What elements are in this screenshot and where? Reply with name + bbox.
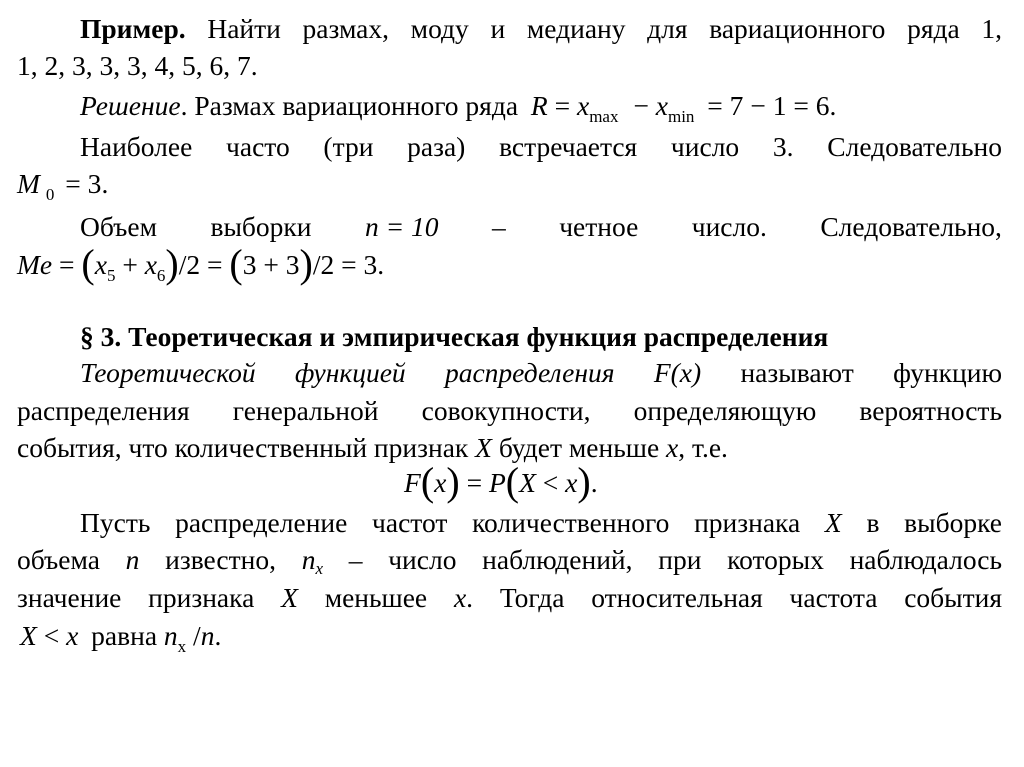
ratio-end: . [214, 620, 222, 651]
example-label: Пример. [80, 13, 186, 44]
distribution-formula [404, 459, 598, 504]
formula-F-rparen: ) [446, 459, 460, 504]
median-eq: = [59, 249, 75, 280]
ratio-n2: n [200, 620, 215, 651]
formula-F-eq: = [466, 467, 483, 498]
formula-F-x: x [434, 467, 447, 498]
median-result: /2 = 3 [312, 249, 378, 280]
median-sub5: 5 [106, 266, 116, 285]
frequency-text-2b: известно, [165, 544, 276, 575]
ratio-n: n [163, 620, 178, 651]
definition-x: x [666, 432, 679, 463]
formula-result: = 7 − 1 = 6 [707, 90, 830, 121]
example-line-1 [80, 12, 1002, 46]
median-formula [17, 241, 385, 286]
definition-line-2 [17, 394, 1002, 428]
equals-word: равна [91, 620, 158, 651]
formula-F: F [404, 467, 421, 498]
mode-M: M [17, 168, 40, 199]
frequency-X2: X [281, 582, 298, 613]
frequency-text-3c: . Тогда относительная частота события [466, 582, 1003, 613]
definition-text-1: называют функцию [740, 357, 1003, 388]
section-heading [80, 320, 828, 354]
formula-min: min [667, 107, 695, 126]
definition-line-3 [17, 431, 728, 465]
definition-line-1 [80, 356, 1002, 390]
definition-term: Теоретической функцией распределения F(x) [80, 357, 702, 388]
example-series: 1, 2, 3, 3, 3, 4, 5, 6, 7. [17, 50, 258, 81]
definition-X: X [475, 432, 492, 463]
formula-x2: x [655, 90, 668, 121]
median-line-1 [80, 210, 1002, 244]
frequency-line-4 [20, 619, 221, 657]
event-X: X [20, 620, 37, 651]
section-title: § 3. Теоретическая и эмпирическая функция распределения [80, 321, 829, 352]
median-lparen: ( [81, 241, 95, 286]
median-word-1: Объем [80, 211, 157, 242]
median-sub6: 6 [156, 266, 166, 285]
mode-text: Наиболее часто (три раза) встречается число 3. Следовательно [80, 131, 1002, 162]
solution-label: Решение [80, 90, 181, 121]
mode-end: . [101, 168, 109, 199]
frequency-text-2c: – число наблюдений, при которых наблюдалось [348, 544, 1003, 575]
median-word-7: Следовательно, [820, 211, 1002, 242]
formula-minus: − [633, 90, 649, 121]
formula-R: R [530, 90, 548, 121]
event-x: x [66, 620, 79, 651]
median-word-6: число. [691, 211, 767, 242]
frequency-n: n [125, 544, 140, 575]
median-plus: + [122, 249, 138, 280]
definition-text-3b: будет меньше [498, 432, 660, 463]
median-dash: – [492, 211, 506, 242]
frequency-nx [301, 544, 324, 578]
formula-eq: = [554, 90, 571, 121]
definition-text-3c: , т.е. [678, 432, 728, 463]
formula-P-X: X [519, 467, 536, 498]
frequency-line-3 [17, 581, 1002, 615]
median-x6: x [144, 249, 157, 280]
formula-max: max [589, 107, 619, 126]
ratio-slash: / [193, 620, 201, 651]
frequency-text-2a: объема [17, 544, 100, 575]
median-div: /2 = [178, 249, 223, 280]
solution-line [80, 89, 836, 127]
formula-P: P [488, 467, 506, 498]
formula-P-lt: < [542, 467, 559, 498]
median-sum: 3 + 3 [242, 249, 300, 280]
frequency-text-1b: в выборке [866, 507, 1002, 538]
mode-value: = 3 [65, 168, 102, 199]
example-text: Найти размах, моду и медиану для вариационного ряда 1, [207, 13, 1003, 44]
frequency-text-3b: меньшее [324, 582, 428, 613]
mode-line-1 [80, 130, 1002, 164]
median-lparen2: ( [229, 241, 243, 286]
formula-P-lparen: ( [505, 459, 520, 504]
ratio-xsub: x [177, 637, 187, 656]
frequency-X: X [824, 507, 842, 538]
median-x5: x [94, 249, 107, 280]
median-rparen: ) [165, 241, 179, 286]
formula-x: x [576, 90, 590, 121]
frequency-line-2 [17, 543, 1002, 581]
frequency-x: x [453, 582, 467, 613]
definition-text-2: распределения генеральной совокупности, определяющую вероятность [17, 395, 1002, 426]
median-rparen2: ) [299, 241, 313, 286]
example-line-2 [17, 49, 258, 83]
median-Me: Me [17, 249, 53, 280]
median-end: . [377, 249, 385, 280]
formula-F-end: . [590, 467, 598, 498]
mode-line-2 [17, 167, 108, 205]
formula-F-lparen: ( [420, 459, 435, 504]
formula-P-rparen: ) [577, 459, 591, 504]
range-formula [530, 90, 837, 126]
median-word-2: выборки [210, 211, 312, 242]
median-word-5: четное [559, 211, 639, 242]
frequency-text-3a: значение признака [17, 582, 255, 613]
median-n: n = 10 [364, 211, 439, 242]
frequency-text-1a: Пусть распределение частот количественного признака [80, 507, 801, 538]
mode-sub: 0 [45, 185, 55, 204]
frequency-nx-sub: x [315, 559, 324, 578]
definition-text-3a: события, что количественный признак [17, 432, 469, 463]
frequency-nx-n: n [301, 544, 316, 575]
frequency-line-1 [80, 506, 1002, 540]
solution-text: . Размах вариационного ряда [180, 90, 519, 121]
formula-end: . [829, 90, 837, 121]
formula-P-x: x [565, 467, 578, 498]
event-lt: < [43, 620, 60, 651]
